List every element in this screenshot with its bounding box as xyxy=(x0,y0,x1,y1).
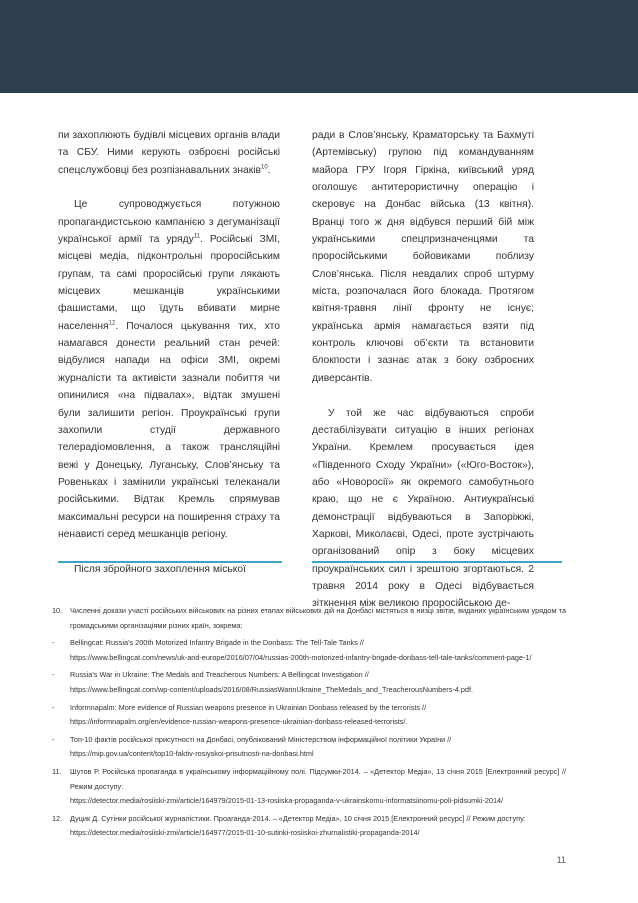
footnote-item xyxy=(52,812,566,841)
footnote-item xyxy=(52,701,566,730)
footnote-text: Informnapalm: More evidence of Russian weapons presence in Ukrainian Donbass released by the terrorists // xyxy=(70,702,427,712)
footnote-mark: 12. xyxy=(52,813,63,823)
footnote-item xyxy=(52,636,566,665)
footnote-item xyxy=(52,733,566,762)
footnote-text: Шутов Р. Російська пропаганда в українському інформаційному полі. Підсумки-2014. – «Детектор Медіа», 13 січня 2015 [Електронний ресурс] // Режим доступу: xyxy=(70,766,566,791)
footnote-mark: - xyxy=(52,638,55,648)
paragraph: Після збройного захоплення міської xyxy=(74,563,246,575)
footnote-link[interactable]: https://mip.gov.ua/content/top10-faktiv-rosiyskoi-prisutnosti-na-donbasi.html xyxy=(70,749,314,759)
header-band xyxy=(0,0,638,93)
footnote-text: Bellingcat: Russia’s 200th Motorized Infantry Brigade in the Donbass: The Tell-Tale Tanks // xyxy=(70,638,364,648)
footnote-link[interactable]: https://detector.media/rosiiski-zmi/article/164979/2015-01-13-rosiiska-propaganda-v-ukrainskomu-informatsiinomu-poli-pidsumki-2014/ xyxy=(70,796,504,806)
paragraph: У той же час відбуваються спроби дестабілізувати ситуацію в інших регіонах України. Кремлем просувається ідея «Південного Сходу України» («Юго-Восток»), або «Новоросії» як окремого самобутнього краю, що не є Україною. Антиукраїнські демонстрації відбуваються в Запоріжжі, Харкові, Миколаєві, Одесі, проте зустрічають організований опір з боку місцевих проукраїнських сил і зрештою згортаються. 2 травня 2014 року в Одесі відбувається зіткнення між великою проросійською де- xyxy=(312,407,534,610)
footnote-link[interactable]: https://informnapalm.org/en/evidence-russian-weapons-presence-ukrainian-donbass-released-terrorists/. xyxy=(70,717,408,727)
paragraph: пи захоплюють будівлі місцевих органів влади та СБУ. Ними керують озброєні російські спецслужбовці без розпізнавальних знаків$^{10}$. xyxy=(58,130,280,176)
footnote-mark: 11. xyxy=(52,766,62,776)
text-column-right xyxy=(312,127,534,613)
footnote-mark: - xyxy=(52,734,55,744)
footnote-text: Russia’s War in Ukraine: The Medals and Treacherous Numbers: A Bellingcat Investigation // xyxy=(70,670,369,680)
paragraph: Це супроводжується потужною пропагандистською кампанією з дегуманізації української армії та уряду$^{11}$. Російські ЗМІ, місцеві медіа, підконтрольні проросійським групам, та самі проросійські групи лякають місцевих мешканців українськими фашистами, що їдуть вбивати мирне населення$^{12}$. Почалося цькування тих, хто намагався донести реальний стан речей: відбулися напади на офіси ЗМІ, окремі журналісти та активісти зазнали побиття чи опинилися «на підвалах», відтак змушені були залишити регіон. Проукраїнські групи захопили студії державного телерадіомовлення, а також трансляційні вежі у Донецьку, Луганську, Слов’янську та Ровеньках і замінили українські телеканали російськими. Відтак Кремль спрямував максимальні ресурси на поширення страху та ненависті серед мешканців регіону. xyxy=(58,199,280,540)
footnote-ref[interactable]: 11 xyxy=(193,233,200,240)
footnote-link[interactable]: https://www.bellingcat.com/wp-content/uploads/2016/08/RussiasWarinUkraine_TheMedals_and_TreacherousNumbers-4.pdf. xyxy=(70,684,474,694)
page-number: 11 xyxy=(556,855,566,865)
footnote-item xyxy=(52,604,566,633)
footnote-ref[interactable]: 10 xyxy=(261,164,268,171)
footnote-ref[interactable]: 12 xyxy=(108,320,116,327)
footnote-link[interactable]: https://www.bellingcat.com/news/uk-and-europe/2016/07/04/russias-200th-motorized-infantry-brigade-donbass-tell-tale-tanks/comment-page-1/ xyxy=(70,652,532,662)
footnote-divider-right xyxy=(312,561,562,563)
footnote-text: Топ-10 фактів російської присутності на Донбасі, опублікований Міністерством інформаційної політики України // xyxy=(70,734,452,744)
footnote-mark: - xyxy=(52,702,55,712)
footnote-item xyxy=(52,668,566,697)
footnote-mark: 10. xyxy=(52,606,63,615)
footnotes xyxy=(52,604,566,844)
footnote-text: Численні докази участі російських військових на різних етапах військових дій на Донбасі містяться в низці звітів, виданих українським урядом та громадськими організаціями різних країн, зокрема: xyxy=(70,606,566,630)
footnote-mark: - xyxy=(52,670,55,680)
footnote-text: Дуцик Д. Сутінки російської журналістики. Проаганда-2014. – «Детектор Медіа», 10 січня 2015 [Електронний ресурс] // Режим доступу: xyxy=(70,813,526,823)
footnote-item xyxy=(52,765,566,809)
footnote-link[interactable]: https://detector.media/rosiiski-zmi/article/164977/2015-01-10-sutinki-rosiiskoi-zhurnalistiki-propaganda-2014/ xyxy=(70,828,420,838)
paragraph: ради в Слов’янську, Краматорську та Бахмуті (Артемівську) групою під командуванням майора ГРУ Ігоря Гіркіна, київський уряд оголошує антитерористичну операцію і скеровує на Донбас війська (13 квітня). Вранці того ж дня відбувся перший бій між українськими спецпризначенцями та проросійськими бойовиками поблизу Слов’янська. Після невдалих спроб штурму міста, розпочалася його блокада. Протягом квітня-травня лінії фронту не існує; українська армія намагається взяти під контроль ключові об’єкти та встановити блокпости і зазнає атак з боку озброєних диверсантів. xyxy=(312,130,534,384)
text-column-left xyxy=(58,127,280,578)
footnote-divider-left xyxy=(58,561,282,563)
